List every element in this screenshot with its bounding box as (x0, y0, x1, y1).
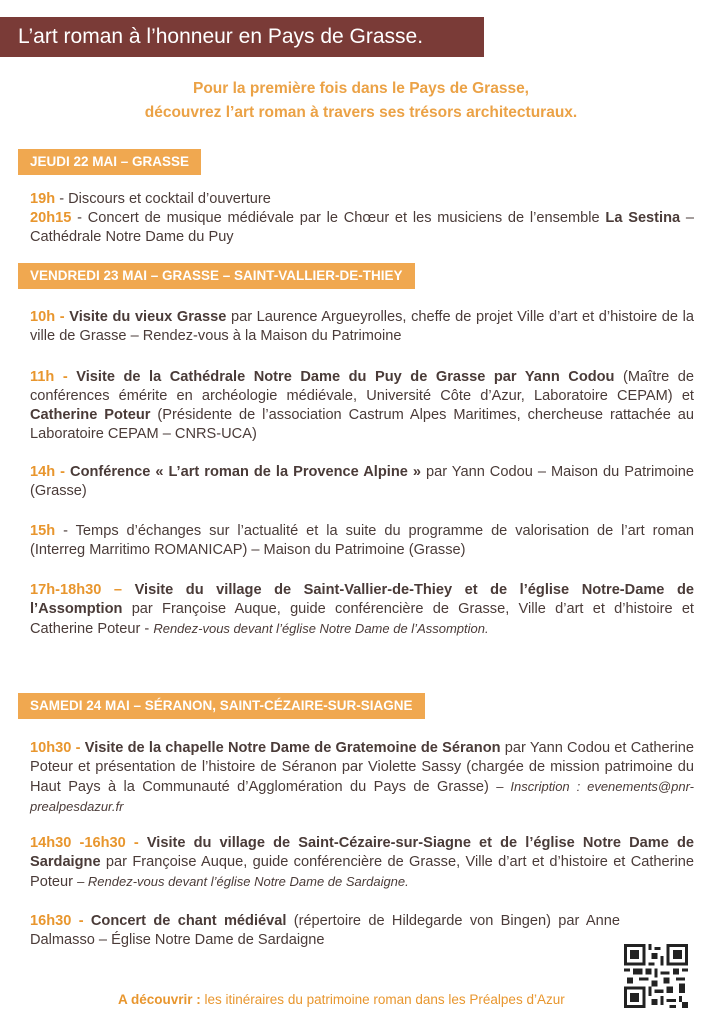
event-text: - Discours et cocktail d’ouverture (55, 191, 271, 207)
event-note: – Inscription : evenements@pnr-prealpesdazur.fr (30, 779, 695, 814)
page-title: L’art roman à l’honneur en Pays de Grasse. (18, 25, 424, 48)
event-separator: - (140, 621, 154, 637)
event-text: par Laurence Argueyrolles, cheffe de projet Ville d’art et d’histoire de la ville de Grasse – Rendez-vous à la Maison du Patrimoine (30, 309, 694, 344)
subtitle-line-2: découvrez l’art roman à travers ses trésors architecturaux. (144, 104, 578, 121)
event-text: par Françoise Auque, guide conférencière de Grasse, Ville d’art et d’histoire et Catherine Poteur (30, 601, 694, 637)
event-separator: - (55, 309, 70, 325)
day-heading-friday: VENDREDI 23 MAI – GRASSE – SAINT-VALLIER-DE-THIEY (18, 263, 415, 289)
subtitle (0, 77, 722, 125)
day-heading-saturday: SAMEDI 24 MAI – SÉRANON, SAINT-CÉZAIRE-SUR-SIAGNE (18, 693, 425, 719)
event-title: Conférence « L’art roman de la Provence Alpine » (70, 464, 421, 480)
event-time: 15h (30, 523, 56, 539)
speaker-name: Catherine Poteur (30, 407, 151, 423)
event-time: 16h30 (30, 913, 72, 929)
event-time: 14h (30, 464, 56, 480)
event-friday-14h (30, 463, 694, 501)
event-title: Visite de la chapelle Notre Dame de Gratemoine de Séranon (84, 740, 501, 756)
event-friday-15h (30, 522, 694, 560)
event-saturday-14h30 (30, 834, 694, 892)
event-friday-17h (30, 581, 694, 639)
event-title: Visite du village de Saint-Vallier-de-Thiey et de l’église Notre-Dame de l’Assomption (30, 582, 694, 617)
ensemble-name: La Sestina (605, 210, 681, 226)
event-text: (répertoire de Hildegarde von Bingen) par Anne Dalmasso – Église Notre Dame de Sardaigne (30, 913, 620, 948)
event-text: par Françoise Auque, guide conférencière de Grasse, Ville d’art et d’histoire et Catherine Poteur (30, 854, 694, 890)
event-thursday (30, 190, 694, 247)
title-banner (0, 17, 484, 57)
event-separator: - (55, 464, 71, 480)
footer-text: les itinéraires du patrimoine roman dans les Préalpes d’Azur (200, 992, 565, 1007)
subtitle-line-1: Pour la première fois dans le Pays de Grasse, (193, 80, 529, 97)
event-text: par Yann Codou – Maison du Patrimoine (Grasse) (30, 464, 694, 499)
event-separator: - (71, 913, 91, 929)
event-time: 17h-18h30 (30, 582, 102, 598)
event-text: (Maître de conférences émérite en archéologie médiévale, Université Côte d’Azur, Laboratoire CEPAM) et (30, 369, 695, 404)
event-title: Visite du vieux Grasse (69, 309, 227, 325)
event-separator: - (54, 369, 77, 385)
event-time: 14h30 -16h30 (30, 835, 126, 851)
event-saturday-16h30 (30, 912, 620, 950)
event-time: 10h (30, 309, 56, 325)
event-separator: – (101, 582, 135, 598)
event-title: Visite du village de Saint-Cézaire-sur-Siagne et de l’église Notre Dame de Sardaigne (30, 835, 694, 870)
event-text: - Concert de musique médiévale par le Chœur et les musiciens de l’ensemble (71, 210, 606, 226)
event-time: 10h30 (30, 740, 72, 756)
event-note: – Rendez-vous devant l’église Notre Dame de Sardaigne. (77, 874, 409, 889)
event-time: 20h15 (30, 210, 72, 226)
event-title: Concert de chant médiéval (90, 913, 287, 929)
event-time: 19h (30, 191, 56, 207)
event-text: - Temps d’échanges sur l’actualité et la suite du programme de valorisation de l’art roman (Interreg Marritimo ROMANICAP) – Maison du Patrimoine (Grasse) (30, 523, 694, 558)
event-friday-10h (30, 308, 694, 346)
event-saturday-10h30 (30, 739, 694, 817)
event-text: par Yann Codou et Catherine Poteur et présentation de l’histoire de Séranon par Violette Sassy (chargée de mission patrimoine du Haut Pays à la Communauté d’Agglomération du Pays de Grasse) (30, 740, 694, 795)
event-friday-11h (30, 368, 694, 444)
event-separator: - (71, 740, 85, 756)
event-separator: - (125, 835, 147, 851)
qr-code-icon[interactable] (624, 944, 688, 1008)
event-note: Rendez-vous devant l’église Notre Dame de l’Assomption. (153, 621, 489, 636)
footer (118, 992, 565, 1007)
event-text: (Présidente de l’association Castrum Alpes Maritimes, chercheuse rattachée au Laboratoire CEPAM – CNRS-UCA) (30, 407, 695, 442)
event-title: Visite de la Cathédrale Notre Dame du Puy de Grasse par Yann Codou (76, 369, 615, 385)
footer-label: A découvrir : (118, 992, 201, 1007)
day-heading-thursday: JEUDI 22 MAI – GRASSE (18, 149, 201, 175)
event-time: 11h (30, 369, 55, 385)
event-text: – Cathédrale Notre Dame du Puy (30, 210, 694, 245)
